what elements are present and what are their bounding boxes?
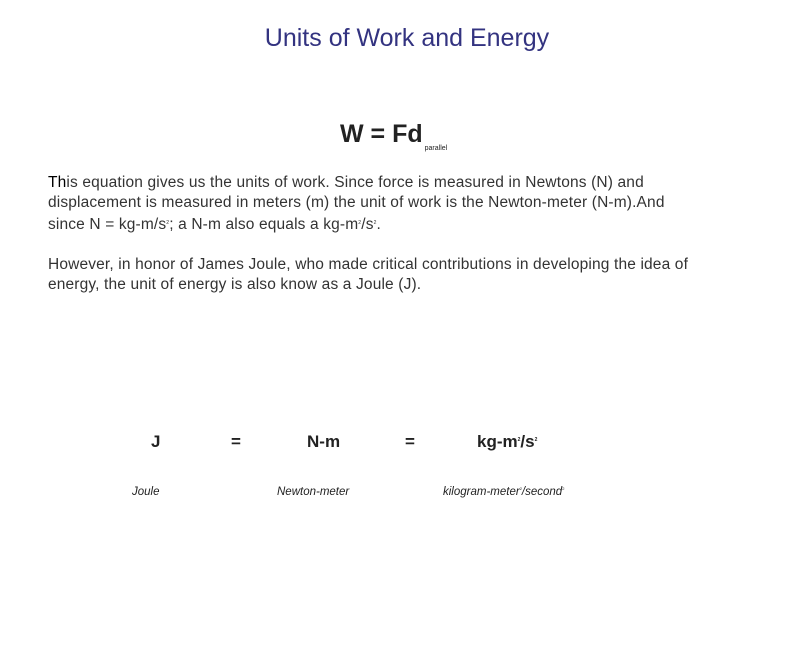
equals-sign: = [231, 432, 241, 451]
kgm-per-s: /s [520, 432, 535, 451]
equation-main: W = Fd [340, 120, 423, 148]
superscript: 2 [373, 220, 377, 226]
superscript: 2 [358, 220, 362, 226]
paragraph-line1: is equation gives us the units of work. Since force is measured in Newtons (N) and [66, 174, 644, 191]
superscript: 2 [517, 437, 521, 443]
work-equation [340, 120, 447, 152]
paragraph-line3-b: ; a N-m also equals a kg-m [169, 216, 359, 233]
paragraph-line3-d: . [376, 216, 381, 233]
newton-meter-symbol: N-m [307, 432, 341, 451]
joule-name: Joule [132, 486, 160, 498]
paragraph2-line2: energy, the unit of energy is also know as a Joule (J). [48, 276, 422, 293]
superscript: 2 [534, 437, 538, 443]
superscript: 2 [562, 486, 565, 491]
superscript: 2 [519, 486, 522, 491]
paragraph2-line1: However, in honor of James Joule, who made critical contributions in developing the idea of [48, 256, 689, 273]
kg-name-base: kilogram-meter [443, 486, 520, 498]
kilogram-meter-name [443, 486, 564, 498]
newton-meter-name: Newton-meter [277, 486, 350, 498]
paragraph-joule [48, 255, 768, 295]
kgm-base: kg-m [477, 432, 518, 451]
paragraph-lead: Th [48, 174, 67, 191]
kg-name-per-second: /second [521, 486, 563, 498]
paragraph-line2: displacement is measured in meters (m) the unit of work is the Newton-meter (N-m).And [48, 194, 665, 211]
equals-sign: = [405, 432, 415, 451]
paragraph-line3-a: since N = kg-m/s [48, 216, 167, 233]
page-title: Units of Work and Energy [264, 24, 550, 52]
equation-subscript: parallel [424, 145, 448, 152]
superscript: 2 [166, 220, 170, 226]
paragraph-units-of-work [48, 173, 768, 235]
paragraph-line3-c: /s [361, 216, 374, 233]
kg-m2-s2-symbol [477, 432, 537, 452]
joule-symbol: J [151, 432, 161, 451]
